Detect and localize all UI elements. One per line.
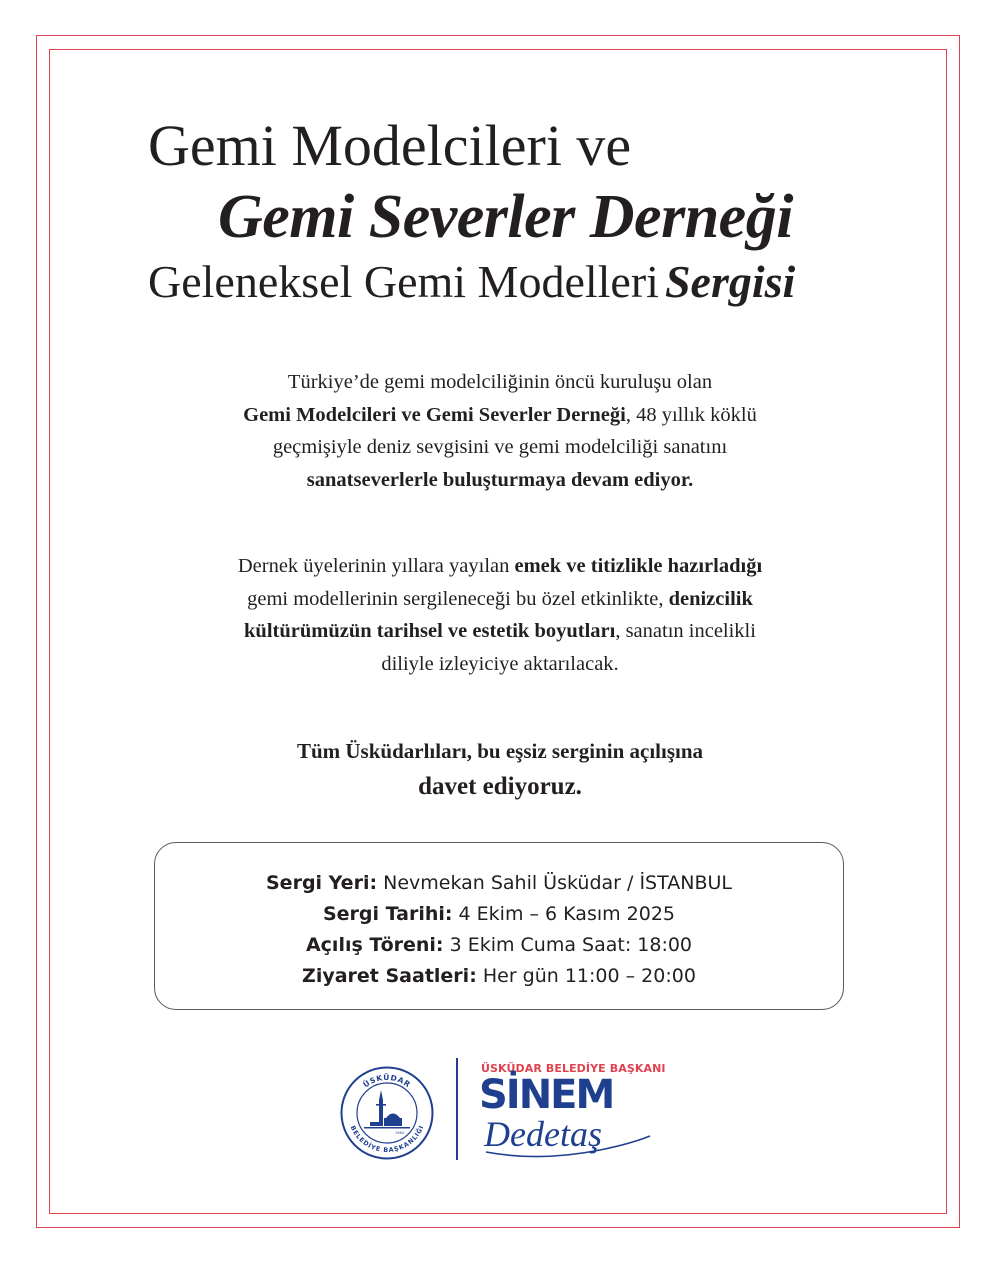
hours-label: Ziyaret Saatleri: (302, 965, 477, 987)
association-name: Gemi Modelcileri ve Gemi Severler Derneği (243, 403, 626, 426)
footer-divider (456, 1058, 458, 1160)
desc-text-4: diliyle izleyiciye aktarılacak. (381, 652, 619, 675)
seal-top-text: ÜSKÜDAR (361, 1072, 413, 1090)
seal-year: 1984 (395, 1131, 404, 1135)
seal-bottom-text: BELEDİYE BAŞKANLIĞI (348, 1124, 426, 1155)
mosque-emblem-icon (364, 1090, 410, 1135)
hours-value: Her gün 11:00 – 20:00 (476, 965, 696, 987)
municipality-seal (340, 1066, 434, 1160)
title-line-2: Gemi Severler Derneği (218, 183, 793, 251)
invitation-line-2: davet ediyoruz. (418, 773, 582, 800)
desc-text-1: Dernek üyelerinin yıllara yayılan (237, 555, 515, 577)
title-line-3 (148, 255, 795, 308)
opening-row (155, 930, 843, 961)
invitation-text (100, 733, 900, 805)
svg-text:ÜSKÜDAR (361, 1073, 412, 1089)
desc-bold-3: kültürümüzün tarihsel ve estetik boyutları (244, 620, 616, 642)
description-paragraph (100, 550, 900, 680)
desc-bold-2: denizcilik (668, 587, 753, 610)
mayor-signature (480, 1106, 655, 1164)
intro-bold-end: sanatseverlerle buluşturmaya devam ediyor. (306, 468, 694, 491)
desc-text-3: , sanatın incelikli (615, 620, 756, 642)
mayor-title: ÜSKÜDAR BELEDİYE BAŞKANI (481, 1062, 666, 1075)
intro-paragraph (100, 366, 900, 496)
venue-value: Nevmekan Sahil Üsküdar / İSTANBUL (377, 872, 732, 894)
date-label: Sergi Tarihi: (322, 903, 453, 925)
mayor-last-name: Dedetaş (484, 1114, 602, 1154)
intro-text-2: , 48 yıllık köklü (625, 403, 757, 426)
hours-row (155, 961, 843, 992)
intro-text-3: geçmişiyle deniz sevgisini ve gemi modelciliği sanatını (272, 436, 728, 458)
invitation-line-1: Tüm Üsküdarlıları, bu eşsiz serginin açılışına (296, 739, 704, 763)
event-details-box (154, 842, 844, 1010)
intro-text-1: Türkiye’de gemi modelciliğinin öncü kuruluşu olan (287, 371, 713, 393)
title-line-3-emphasis: Sergisi (664, 256, 796, 307)
opening-label: Açılış Töreni: (305, 934, 444, 956)
mayor-first-name: SİNEM (479, 1072, 614, 1118)
venue-label: Sergi Yeri: (266, 872, 378, 894)
desc-bold-1: emek ve titizlikle hazırladığı (514, 555, 763, 577)
date-row (155, 899, 843, 930)
venue-row (155, 868, 843, 899)
desc-text-2: gemi modellerinin sergileneceği bu özel etkinlikte, (247, 587, 669, 610)
title-line-1: Gemi Modelcileri ve (148, 113, 632, 178)
opening-value: 3 Ekim Cuma Saat: 18:00 (443, 934, 693, 956)
title-line-3-main: Geleneksel Gemi Modelleri (148, 256, 659, 307)
date-value: 4 Ekim – 6 Kasım 2025 (452, 903, 676, 925)
